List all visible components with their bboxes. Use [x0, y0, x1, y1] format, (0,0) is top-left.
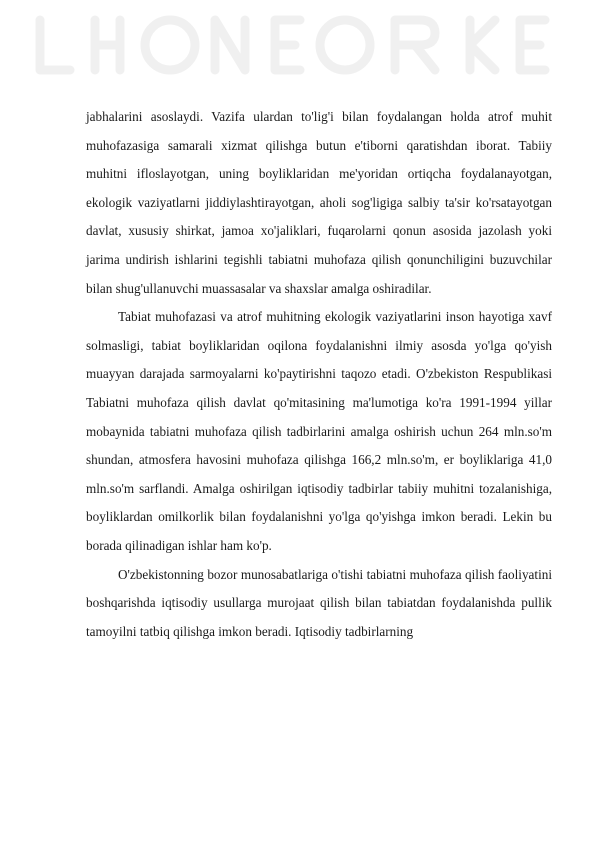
paragraph-1: jabhalarini asoslaydi. Vazifa ulardan to'lig'i bilan foydalangan holda atrof muhit muhofazasiga samarali xizmat qilishga butun e'tiborni qaratishdan iborat. Tabiiy muhitni ifloslayotgan, uning boyliklaridan me'yoridan ortiqcha foydalanayotgan, ekologik vaziyatlarni jiddiylashtirayotgan, aholi sog'ligiga salbiy ta'sir ko'rsatayotgan davlat, xususiy shirkat, jamoa xo'jaliklari, fuqarolarni qonun asosida jazolash yoki jarima undirish ishlarini tegishli tabiatni muhofaza qilish qonunchiligini buzuvchilar bilan shug'ullanuvchi muassasalar va shaxslar amalga oshiradilar.: [86, 109, 552, 296]
paragraph-3: O'zbekistonning bozor munosabatlariga o'tishi tabiatni muhofaza qilish faoliyatini boshqarishda iqtisodiy usullarga murojaat qilish bilan tabiatdan foydalanishda pullik tamoyilni tatbiq qilishga imkon beradi. Iqtisodiy tadbirlarning: [86, 566, 552, 639]
document-body: [86, 103, 552, 646]
paragraph-2: Tabiat muhofazasi va atrof muhitning ekologik vaziyatlarini inson hayotiga xavf solmasligi, tabiat boyliklaridan oqilona foydalanishni ilmiy asosda yo'lga qo'yish muayyan darajada sarmoyalarni ko'paytirishni taqozo etadi. O'zbekiston Respublikasi Tabiatni muhofaza qilish davlat qo'mitasining ma'lumotiga ko'ra 1991-1994 yillar mobaynida tabiatni muhofaza qilish tadbirlarini amalga oshirish uchun 264 mln.so'm shundan, atmosfera havosini muhofaza qilishga 166,2 mln.so'm, er boyliklariga 41,0 mln.so'm sarflandi. Amalga oshirilgan iqtisodiy tadbirlar tabiiy muhitni tozalanishiga, boyliklardan omilkorlik bilan foydalanishni yo'lga qo'yishga imkon beradi. Lekin bu borada qilinadigan ishlar ham ko'p.: [86, 309, 552, 553]
watermark-logo: [0, 0, 595, 90]
